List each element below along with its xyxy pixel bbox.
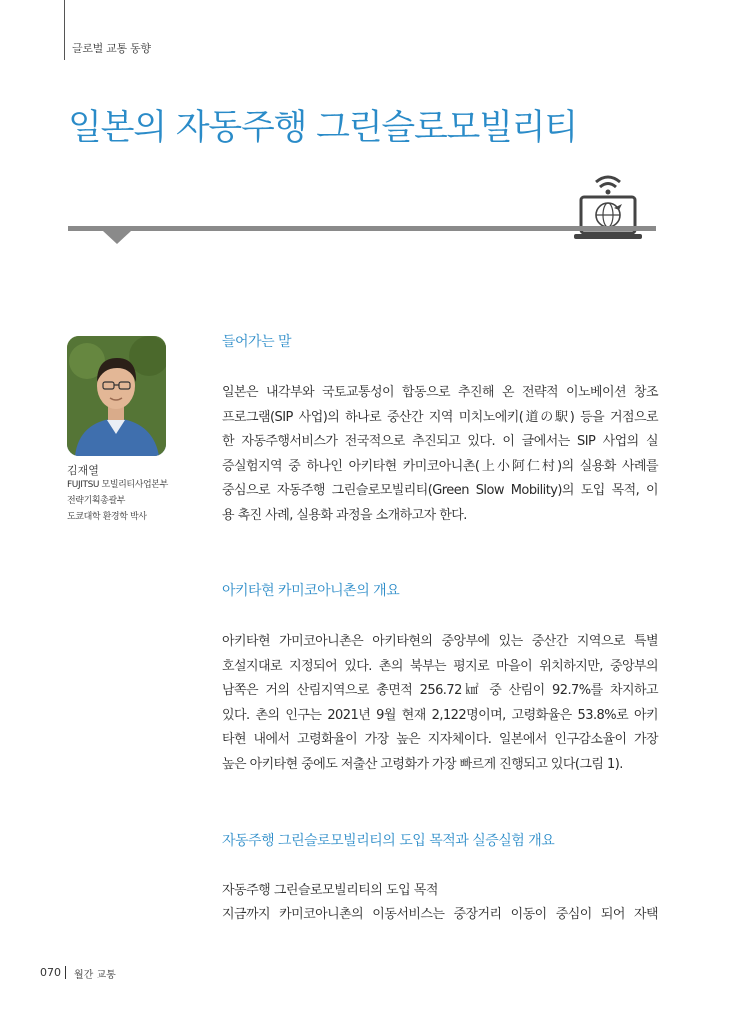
section-tag: 글로벌 교통 동향 [72, 42, 151, 55]
paragraph-line: 남쪽은 거의 산림지역으로 총면적 256.72㎢ 중 산림이 92.7%를 차지하고 [222, 683, 658, 699]
author-affiliation: 전략기획총괄부 [67, 496, 126, 506]
paragraph-line: 지금까지 카미코아니촌의 이동서비스는 중장거리 이동이 중심이 되어 자택 [222, 907, 658, 922]
header-vertical-line [64, 0, 65, 60]
title-rule [68, 226, 656, 231]
section-paragraph [222, 903, 658, 928]
section-heading: 아키타현 카미코아니촌의 개요 [222, 583, 400, 599]
paragraph-line: 프로그램(SIP 사업)의 하나로 중산간 지역 미치노에키(道の駅) 등을 거점으로 [222, 409, 658, 425]
paragraph-line: 호설지대로 지정되어 있다. 촌의 북부는 평지로 마을이 위치하지만, 중앙부의 [222, 658, 658, 674]
author-affiliation: FUJITSU 모빌리티사업본부 [67, 480, 168, 490]
paragraph-line: 용 촉진 사례, 실용화 과정을 소개하고자 한다. [222, 507, 467, 523]
paragraph-line: 높은 아키타현 중에도 저출산 고령화가 가장 빠르게 진행되고 있다(그림 1). [222, 756, 623, 772]
paragraph-line: 일본은 내각부와 국토교통성이 합동으로 추진해 온 전략적 이노베이션 창조 [222, 385, 658, 400]
publication-name: 월간 교통 [74, 970, 116, 981]
section-paragraph [222, 630, 658, 778]
paragraph-line: 중심으로 자동주행 그린슬로모빌리티(Green Slow Mobility)의 도입 목적, 이 [222, 483, 658, 499]
footer-divider [65, 966, 66, 979]
section-heading: 들어가는 말 [222, 334, 292, 350]
paragraph-line: 아키타현 가미코아니촌은 아키타현의 중앙부에 있는 중산간 지역으로 특별 [222, 634, 658, 649]
author-affiliation: 도쿄대학 환경학 박사 [67, 512, 147, 522]
paragraph-line: 한 자동주행서비스가 전국적으로 추진되고 있다. 이 글에서는 SIP 사업의 실 [222, 434, 658, 450]
paragraph-line: 증실험지역 중 하나인 아키타현 카미코아니촌(上小阿仁村)의 실용화 사례를 [222, 458, 658, 474]
page-number: 070 [40, 966, 61, 979]
title-rule-pointer [103, 231, 131, 244]
section-subheading: 자동주행 그린슬로모빌리티의 도입 목적 [222, 883, 438, 898]
paragraph-line: 타현 내에서 고령화율이 가장 높은 지자체이다. 일본에서 인구감소율이 가장 [222, 732, 658, 748]
section-heading: 자동주행 그린슬로모빌리티의 도입 목적과 실증실험 개요 [222, 833, 555, 849]
paragraph-line: 있다. 촌의 인구는 2021년 9월 현재 2,122명이며, 고령화율은 53.8%로 아키 [222, 707, 658, 723]
section-paragraph [222, 381, 658, 529]
author-name: 김재열 [67, 464, 99, 477]
author-photo [67, 336, 166, 456]
article-title: 일본의 자동주행 그린슬로모빌리티 [68, 108, 578, 148]
